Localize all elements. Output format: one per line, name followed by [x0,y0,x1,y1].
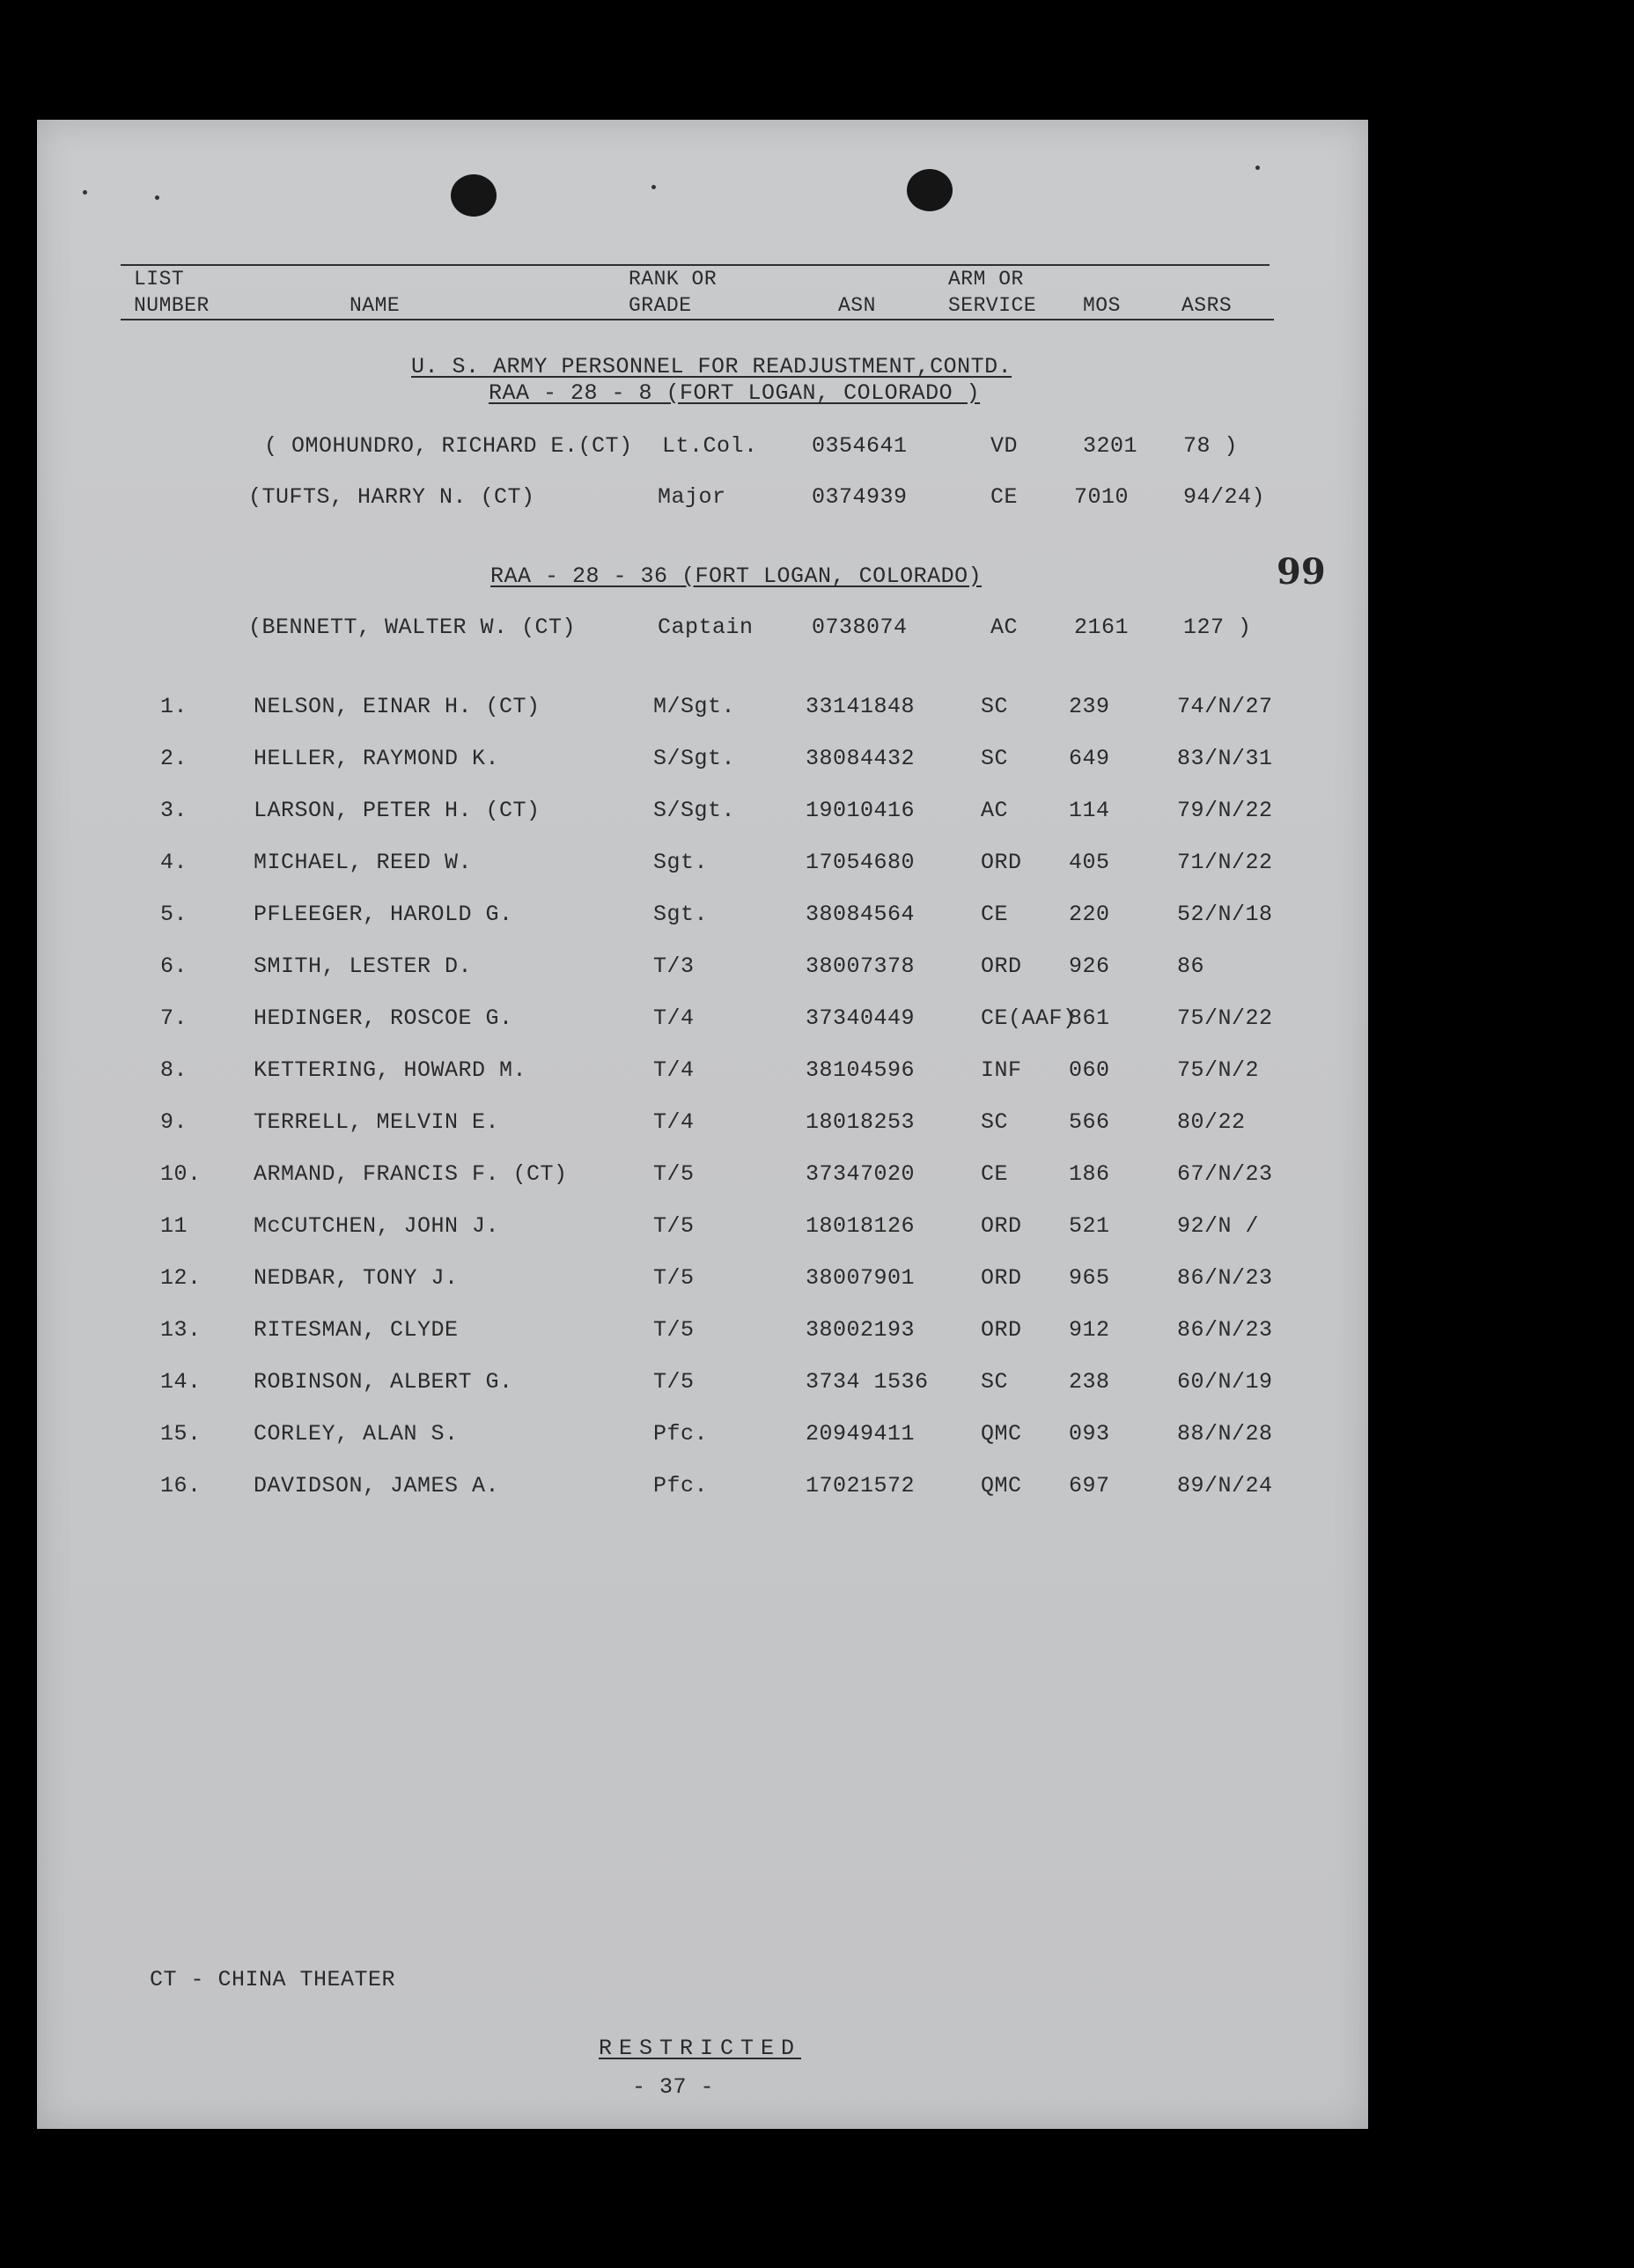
asrs-cell: 86 [1177,954,1205,979]
footnote: CT - CHINA THEATER [150,1967,396,1992]
name-cell: KETTERING, HOWARD M. [254,1057,527,1083]
arm-cell: CE [981,902,1009,927]
name-cell: NEDBAR, TONY J. [254,1265,459,1291]
mos-cell: 912 [1069,1317,1110,1343]
asrs-cell: 94/24) [1183,484,1266,510]
mos-cell: 186 [1069,1161,1110,1187]
mos-cell: 649 [1069,746,1110,771]
rank-cell: Major [658,484,726,510]
name-cell: SMITH, LESTER D. [254,954,473,979]
speck [83,190,87,195]
header-rank-2: GRADE [629,294,692,317]
mos-cell: 965 [1069,1265,1110,1291]
name-cell: PFLEEGER, HAROLD G. [254,902,513,927]
rank-cell: T/4 [653,1109,695,1135]
rank-cell: S/Sgt. [653,746,736,771]
name-cell: NELSON, EINAR H. (CT) [254,694,541,719]
arm-cell: SC [981,746,1009,771]
arm-cell: CE(AAF) [981,1005,1077,1031]
list-number-cell: 15. [160,1421,202,1447]
header-mos: MOS [1083,294,1121,317]
asrs-cell: 80/22 [1177,1109,1246,1135]
asn-cell: 37347020 [806,1161,916,1187]
list-number-cell: 1. [160,694,188,719]
asrs-cell: 88/N/28 [1177,1421,1273,1447]
arm-cell: SC [981,694,1009,719]
asn-cell: 0738074 [812,615,908,640]
mos-cell: 093 [1069,1421,1110,1447]
asrs-cell: 67/N/23 [1177,1161,1273,1187]
asrs-cell: 60/N/19 [1177,1369,1273,1395]
asn-cell: 19010416 [806,798,916,823]
asn-cell: 20949411 [806,1421,916,1447]
asrs-cell: 127 ) [1183,615,1252,640]
name-cell: McCUTCHEN, JOHN J. [254,1213,500,1239]
rank-cell: T/5 [653,1317,695,1343]
asrs-cell: 89/N/24 [1177,1473,1273,1498]
name-cell: TERRELL, MELVIN E. [254,1109,500,1135]
list-number-cell: 4. [160,850,188,875]
asn-cell: 0374939 [812,484,908,510]
name-cell: ROBINSON, ALBERT G. [254,1369,513,1395]
rank-cell: T/3 [653,954,695,979]
section2-title: RAA - 28 - 36 (FORT LOGAN, COLORADO) [490,563,983,589]
asn-cell: 33141848 [806,694,916,719]
asrs-cell: 79/N/22 [1177,798,1273,823]
mos-cell: 405 [1069,850,1110,875]
list-number-cell: 10. [160,1161,202,1187]
rank-cell: Captain [658,615,754,640]
asn-cell: 38084564 [806,902,916,927]
arm-cell: QMC [981,1473,1022,1498]
name-cell: DAVIDSON, JAMES A. [254,1473,500,1498]
arm-cell: ORD [981,954,1022,979]
name-cell: (TUFTS, HARRY N. (CT) [248,484,535,510]
asrs-cell: 86/N/23 [1177,1265,1273,1291]
name-cell: (BENNETT, WALTER W. (CT) [248,615,577,640]
asn-cell: 37340449 [806,1005,916,1031]
asn-cell: 18018253 [806,1109,916,1135]
mos-cell: 3201 [1083,433,1138,459]
speck [651,185,656,189]
list-number-cell: 12. [160,1265,202,1291]
list-number-cell: 7. [160,1005,188,1031]
mos-cell: 926 [1069,954,1110,979]
rank-cell: Pfc. [653,1473,709,1498]
header-bottom-rule [121,319,1274,320]
name-cell: ( OMOHUNDRO, RICHARD E.(CT) [264,433,633,459]
header-rank-1: RANK OR [629,268,718,291]
asn-cell: 0354641 [812,433,908,459]
arm-cell: AC [990,615,1019,640]
asn-cell: 3734 1536 [806,1369,929,1395]
list-number-cell: 11 [160,1213,188,1239]
header-list-number-1: LIST [134,268,185,291]
rank-cell: Sgt. [653,902,709,927]
asn-cell: 38104596 [806,1057,916,1083]
asn-cell: 38084432 [806,746,916,771]
list-number-cell: 16. [160,1473,202,1498]
arm-cell: ORD [981,1265,1022,1291]
asrs-cell: 74/N/27 [1177,694,1273,719]
mos-cell: 114 [1069,798,1110,823]
asrs-cell: 75/N/2 [1177,1057,1260,1083]
asrs-cell: 83/N/31 [1177,746,1273,771]
title-line-1: U. S. ARMY PERSONNEL FOR READJUSTMENT,CONTD. [411,354,1012,379]
rank-cell: Pfc. [653,1421,709,1447]
asrs-cell: 92/N / [1177,1213,1260,1239]
mos-cell: 060 [1069,1057,1110,1083]
asrs-cell: 52/N/18 [1177,902,1273,927]
mos-cell: 521 [1069,1213,1110,1239]
header-name: NAME [350,294,401,317]
arm-cell: AC [981,798,1009,823]
mos-cell: 220 [1069,902,1110,927]
arm-cell: SC [981,1109,1009,1135]
rank-cell: M/Sgt. [653,694,736,719]
asrs-cell: 86/N/23 [1177,1317,1273,1343]
name-cell: HEDINGER, ROSCOE G. [254,1005,513,1031]
speck [155,195,159,200]
arm-cell: ORD [981,850,1022,875]
name-cell: HELLER, RAYMOND K. [254,746,500,771]
header-asrs: ASRS [1181,294,1233,317]
rank-cell: Sgt. [653,850,709,875]
name-cell: LARSON, PETER H. (CT) [254,798,541,823]
rank-cell: T/5 [653,1265,695,1291]
list-number-cell: 9. [160,1109,188,1135]
mos-cell: 238 [1069,1369,1110,1395]
list-number-cell: 3. [160,798,188,823]
list-number-cell: 6. [160,954,188,979]
name-cell: CORLEY, ALAN S. [254,1421,459,1447]
list-number-cell: 14. [160,1369,202,1395]
title-line-2: RAA - 28 - 8 (FORT LOGAN, COLORADO ) [489,380,981,406]
document-page [37,120,1368,2129]
asn-cell: 17054680 [806,850,916,875]
header-top-rule [121,264,1270,266]
name-cell: ARMAND, FRANCIS F. (CT) [254,1161,568,1187]
list-number-cell: 13. [160,1317,202,1343]
list-number-cell: 5. [160,902,188,927]
arm-cell: CE [990,484,1019,510]
arm-cell: QMC [981,1421,1022,1447]
asrs-cell: 71/N/22 [1177,850,1273,875]
arm-cell: CE [981,1161,1009,1187]
punch-hole-left [451,174,497,217]
asrs-cell: 78 ) [1183,433,1239,459]
asn-cell: 38007378 [806,954,916,979]
mos-cell: 566 [1069,1109,1110,1135]
mos-cell: 861 [1069,1005,1110,1031]
rank-cell: T/5 [653,1369,695,1395]
asn-cell: 38002193 [806,1317,916,1343]
mos-cell: 7010 [1074,484,1130,510]
classification-marking: RESTRICTED [599,2036,802,2061]
list-number-cell: 8. [160,1057,188,1083]
arm-cell: SC [981,1369,1009,1395]
rank-cell: Lt.Col. [662,433,758,459]
header-arm-1: ARM OR [948,268,1024,291]
punch-hole-right [907,169,953,211]
asn-cell: 38007901 [806,1265,916,1291]
rank-cell: S/Sgt. [653,798,736,823]
header-asn: ASN [838,294,876,317]
asn-cell: 18018126 [806,1213,916,1239]
mos-cell: 697 [1069,1473,1110,1498]
list-number-cell: 2. [160,746,188,771]
mos-cell: 2161 [1074,615,1130,640]
header-list-number-2: NUMBER [134,294,210,317]
rank-cell: T/5 [653,1161,695,1187]
speck [1255,166,1260,170]
arm-cell: VD [990,433,1019,459]
asn-cell: 17021572 [806,1473,916,1498]
rank-cell: T/4 [653,1005,695,1031]
rank-cell: T/4 [653,1057,695,1083]
mos-cell: 239 [1069,694,1110,719]
asrs-cell: 75/N/22 [1177,1005,1273,1031]
header-arm-2: SERVICE [948,294,1037,317]
name-cell: MICHAEL, REED W. [254,850,473,875]
arm-cell: INF [981,1057,1022,1083]
arm-cell: ORD [981,1213,1022,1239]
arm-cell: ORD [981,1317,1022,1343]
page-number: - 37 - [632,2074,715,2100]
page-annotation: 99 [1277,551,1326,593]
name-cell: RITESMAN, CLYDE [254,1317,459,1343]
rank-cell: T/5 [653,1213,695,1239]
